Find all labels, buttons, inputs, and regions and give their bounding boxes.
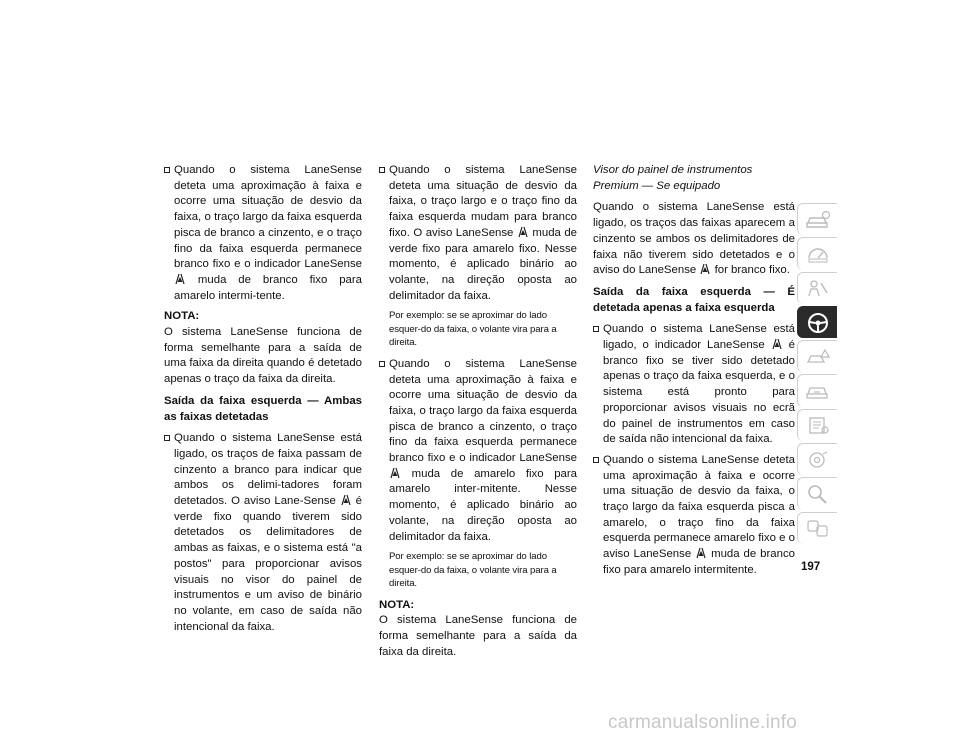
square-bullet-icon [164,435,170,441]
section-heading: Saída da faixa esquerda — Ambas as faixas detetadas [164,394,362,423]
square-bullet-icon [379,361,385,367]
maintenance-icon[interactable] [797,409,837,441]
bullet-item: Quando o sistema LaneSense deteta uma aproximação à faixa e ocorre uma situação de desvio da faixa, o traço largo da faixa esquerda pisca de branco a cinzento, e o traço fino da faixa esquerda permanece branco fixo e o indicador LaneSense muda de branco fixo para amarelo intermi-tente. [164,163,362,304]
dashboard-icon[interactable] [797,237,837,269]
note-label: NOTA: [164,310,200,323]
languages-icon[interactable] [797,512,837,544]
example-note: Por exemplo: se se aproximar do lado esquer-do da faixa, o volante vira para a direita. [389,310,557,349]
square-bullet-icon [593,457,599,463]
note-text: O sistema LaneSense funciona de forma semelhante para a saída de uma faixa da direita quando é detetado apenas o traço da faixa da direita. [164,326,362,386]
bullet-item: Quando o sistema LaneSense deteta uma aproximação à faixa e ocorre uma situação de desvio da faixa, o traço largo da faixa esquerda pisca de branco a cinzento, o traço fino da faixa esquerda permanece branco fixo e o indicador LaneSense muda de amarelo fixo para amarelo inter-mitente. Nesse momento, é aplicado binário ao volante, na direção oposta ao delimitador da faixa. [379,357,577,545]
lanesense-icon [517,226,529,238]
note-label: NOTA: [379,598,415,611]
paragraph: Quando o sistema LaneSense está ligado, os traços das faixas aparecem a cinzento se ambos os delimitadores de faixa não tiverem sido detetados e o aviso do LaneSense for branco fixo. [593,201,795,277]
watermark: carmanualsonline.info [608,712,798,733]
multimedia-icon[interactable] [797,443,837,475]
column-3 [593,163,795,584]
section-heading: Saída da faixa esquerda — É detetada apenas a faixa esquerda [593,285,795,314]
lanesense-icon [699,263,711,275]
bullet-item: Quando o sistema LaneSense deteta uma situação de desvio da faixa, o traço largo e o traço fino da faixa esquerda mudam para branco fixo. O aviso LaneSense muda de verde fixo para amarelo fixo. Nesse momento, é aplicado binário ao volante, na direção oposta ao delimitador da faixa. [379,163,577,304]
column-1 [164,163,362,640]
bullet-item: Quando o sistema LaneSense está ligado, os traços de faixa passam de cinzento a branco para indicar que ambos os delimi-tadores foram detetados. O aviso Lane-Sense é verde fixo quando tiverem sido detetados os delimitadores de ambas as faixas, e o sistema está "a postos" para proporcionar avisos visuais no visor do painel de instrumentos e um aviso de binário no volante, em caso de saída não intencional da faixa. [164,431,362,635]
lanesense-icon [340,494,352,506]
lanesense-icon [695,547,707,559]
square-bullet-icon [164,167,170,173]
chapter-sidebar [797,203,841,546]
search-icon[interactable] [797,477,837,509]
page-number: 197 [801,561,821,573]
car-info-icon[interactable] [797,203,837,235]
square-bullet-icon [593,326,599,332]
column-2 [379,163,577,667]
car-service-icon[interactable] [797,374,837,406]
lanesense-icon [389,467,401,479]
bullet-item: Quando o sistema LaneSense está ligado, o indicador LaneSense é branco fixo se tiver sido detetado apenas o traço da faixa esquerda, e o sistema está pronto para proporcionar avisos visuais no ecrã do painel de instrumentos em caso de saída não intencional da faixa. [593,322,795,448]
square-bullet-icon [379,167,385,173]
safety-people-icon[interactable] [797,272,837,304]
lanesense-icon [174,273,186,285]
emergency-icon[interactable] [797,340,837,372]
note-text: O sistema LaneSense funciona de forma semelhante para a saída da faixa da direita. [379,614,577,658]
steering-wheel-icon[interactable] [797,306,837,338]
bullet-item: Quando o sistema LaneSense deteta uma aproximação à faixa e ocorre uma situação de desvio da faixa, o traço largo da faixa esquerda pisca a amarelo, o traço fino da faixa esquerda permanece amarelo fixo e o aviso LaneSense muda de branco fixo para amarelo intermitente. [593,453,795,579]
example-note: Por exemplo: se se aproximar do lado esquer-do da faixa, o volante vira para a direita. [389,551,557,590]
section-subtitle: Visor do painel de instrumentos Premium — Se equipado [593,164,753,192]
lanesense-icon [771,338,783,350]
